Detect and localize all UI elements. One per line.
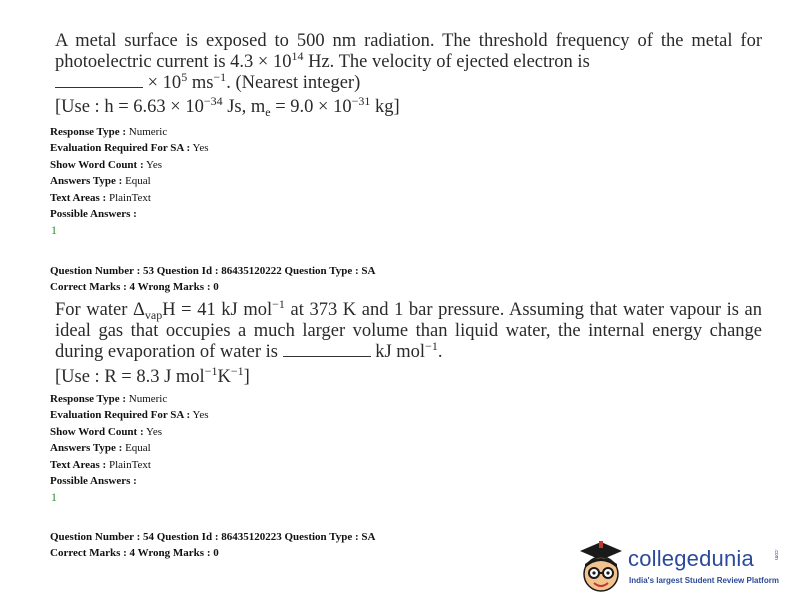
- answer-blank: [55, 73, 143, 88]
- show-word-count: Show Word Count : Yes: [50, 158, 162, 171]
- text-areas: Text Areas : PlainText: [50, 191, 151, 204]
- possible-answers-label: Possible Answers :: [50, 208, 137, 221]
- answers-type: Answers Type : Equal: [50, 442, 151, 455]
- question-54-marks: Correct Marks : 4 Wrong Marks : 0: [50, 547, 219, 559]
- logo-tagline: India's largest Student Review Platform: [629, 576, 779, 585]
- question-52-constants: [Use : $h = 6.63 \times 10^{-34}$ Js, $m_e = 9.0 \times 10^{-31}$ kg]: [55, 94, 400, 119]
- possible-answer-value: 1: [51, 223, 57, 237]
- possible-answer-value: 1: [51, 490, 57, 504]
- answers-type: Answers Type : Equal: [50, 175, 151, 188]
- evaluation-required: Evaluation Required For SA : Yes: [50, 142, 209, 155]
- question-53-meta: [50, 391, 209, 489]
- logo-dotcom: .com: [773, 549, 779, 560]
- question-53-marks: Correct Marks : 4 Wrong Marks : 0: [50, 281, 219, 293]
- question-52-meta: [50, 124, 209, 222]
- collegedunia-logo: [576, 540, 786, 596]
- text-areas: Text Areas : PlainText: [50, 458, 151, 471]
- logo-wordmark: collegedunia: [628, 546, 754, 571]
- possible-answers-label: Possible Answers :: [50, 475, 137, 488]
- question-53-constants: [Use : R = 8.3 J $mol^{-1}K^{-1}$]: [55, 364, 250, 387]
- question-54-number: Question Number : 54 Question Id : 86435120223 Question Type : SA: [50, 531, 376, 543]
- question-53-text: For water $\Delta_{vap}H = 41$ kJ mol$^{-1}$ at 373 K and 1 bar pressure. Assuming that water vapour is an ideal gas that occupies a much larger volume than liquid water, the internal energy change during evaporation of water is kJ mol$^{-1}$.: [55, 297, 762, 362]
- response-type: Response Type : Numeric: [50, 126, 168, 138]
- show-word-count: Show Word Count : Yes: [50, 425, 162, 438]
- question-54-header: [50, 529, 375, 561]
- evaluation-required: Evaluation Required For SA : Yes: [50, 409, 209, 422]
- response-type: Response Type : Numeric: [50, 393, 168, 405]
- answer-blank: [283, 342, 371, 357]
- graduate-face-icon: [576, 540, 626, 596]
- question-53-header: [50, 263, 375, 295]
- question-52-text: A metal surface is exposed to 500 nm radiation. The threshold frequency of the metal for photoelectric current is $4.3 \times 10^{14}$ Hz. The velocity of ejected electron is × $10^5$ $ms^{-1}$. (Nearest integer): [55, 31, 762, 93]
- question-53-number: Question Number : 53 Question Id : 86435120222 Question Type : SA: [50, 265, 376, 277]
